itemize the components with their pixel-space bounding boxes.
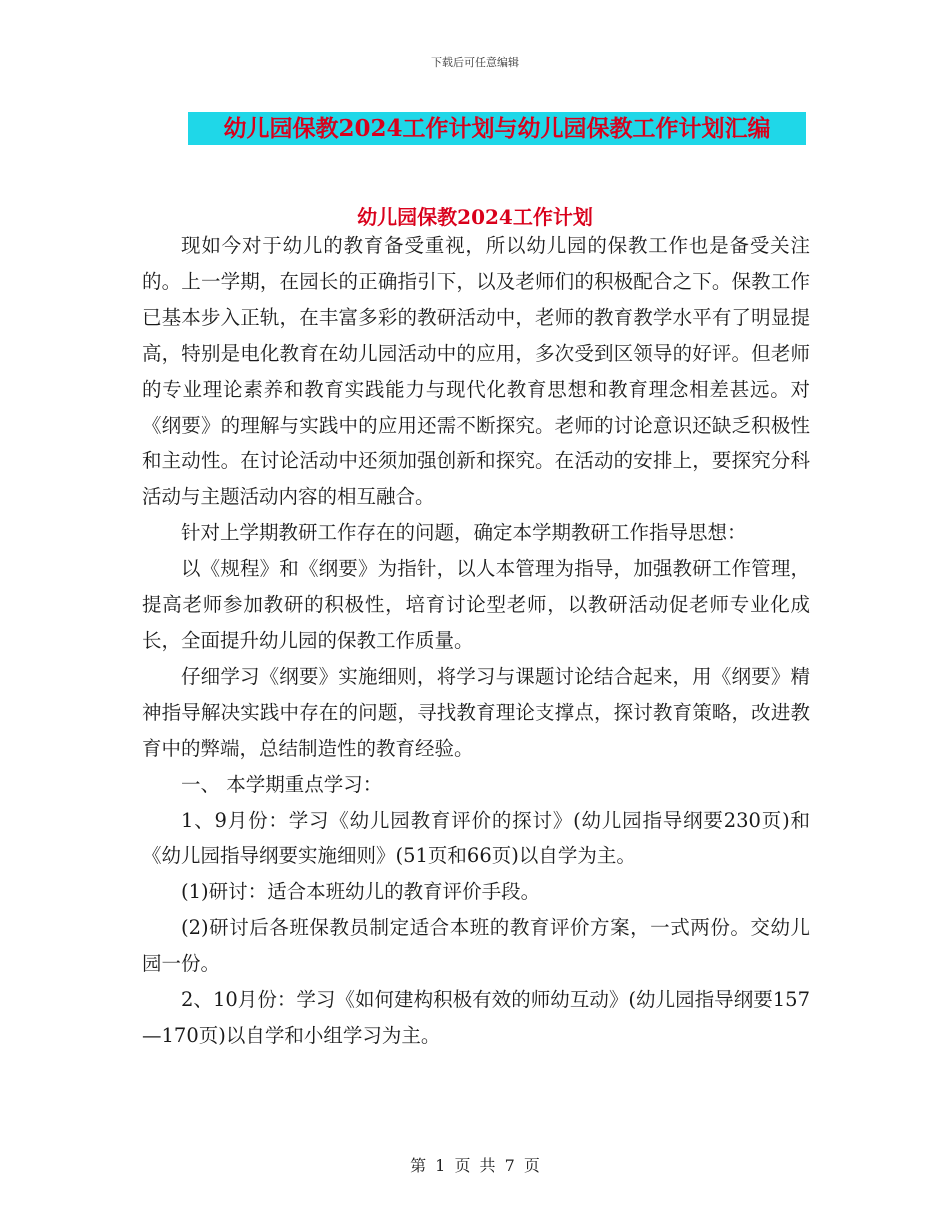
paragraph: 针对上学期教研工作存在的问题，确定本学期教研工作指导思想： (181, 521, 747, 545)
document-title: 幼儿园保教2024工作计划与幼儿园保教工作计划汇编 (223, 115, 771, 142)
list-item: (1)研讨：适合本班幼儿的教育评价手段。 (181, 880, 541, 904)
paragraph: 现如今对于幼儿的教育备受重视，所以幼儿园的保教工作也是备受关注的。上一学期，在园长的正确指引下，以及老师们的积极配合之下。保教工作已基本步入正轨，在丰富多彩的教研活动中，老师的教育教学水平有了明显提高，特别是电化教育在幼儿园活动中的应用，多次受到区领导的好评。但老师的专业理论素养和教育实践能力与现代化教育思想和教育理念相差甚远。对《纲要》的理解与实践中的应用还需不断探究。老师的讨论意识还缺乏积极性和主动性。在讨论活动中还须加强创新和探究。在活动的安排上，要探究分科活动与主题活动内容的相互融合。 (142, 234, 810, 509)
document-body (142, 228, 810, 1054)
paragraph: 仔细学习《纲要》实施细则，将学习与课题讨论结合起来，用《纲要》精神指导解决实践中存在的问题，寻找教育理论支撑点，探讨教育策略，改进教育中的弊端，总结制造性的教育经验。 (142, 664, 810, 760)
list-item: (2)研讨后各班保教员制定适合本班的教育评价方案，一式两份。交幼儿园一份。 (142, 916, 810, 976)
document-title-highlight (188, 112, 806, 145)
section-title: 幼儿园保教2024工作计划 (357, 205, 593, 229)
header-note: 下载后可任意编辑 (431, 56, 519, 69)
list-item: 2、10月份：学习《如何建构积极有效的师幼互动》(幼儿园指导纲要157—170页)以自学和小组学习为主。 (142, 988, 810, 1047)
list-heading: 一、 本学期重点学习： (181, 772, 383, 796)
page-number: 第 1 页 共 7 页 (410, 1156, 540, 1175)
list-item: 1、9月份：学习《幼儿园教育评价的探讨》(幼儿园指导纲要230页)和《幼儿园指导纲要实施细则》(51页和66页)以自学为主。 (142, 808, 810, 868)
paragraph: 以《规程》和《纲要》为指针，以人本管理为指导，加强教研工作管理，提高老师参加教研的积极性，培育讨论型老师，以教研活动促老师专业化成长，全面提升幼儿园的保教工作质量。 (142, 557, 810, 652)
